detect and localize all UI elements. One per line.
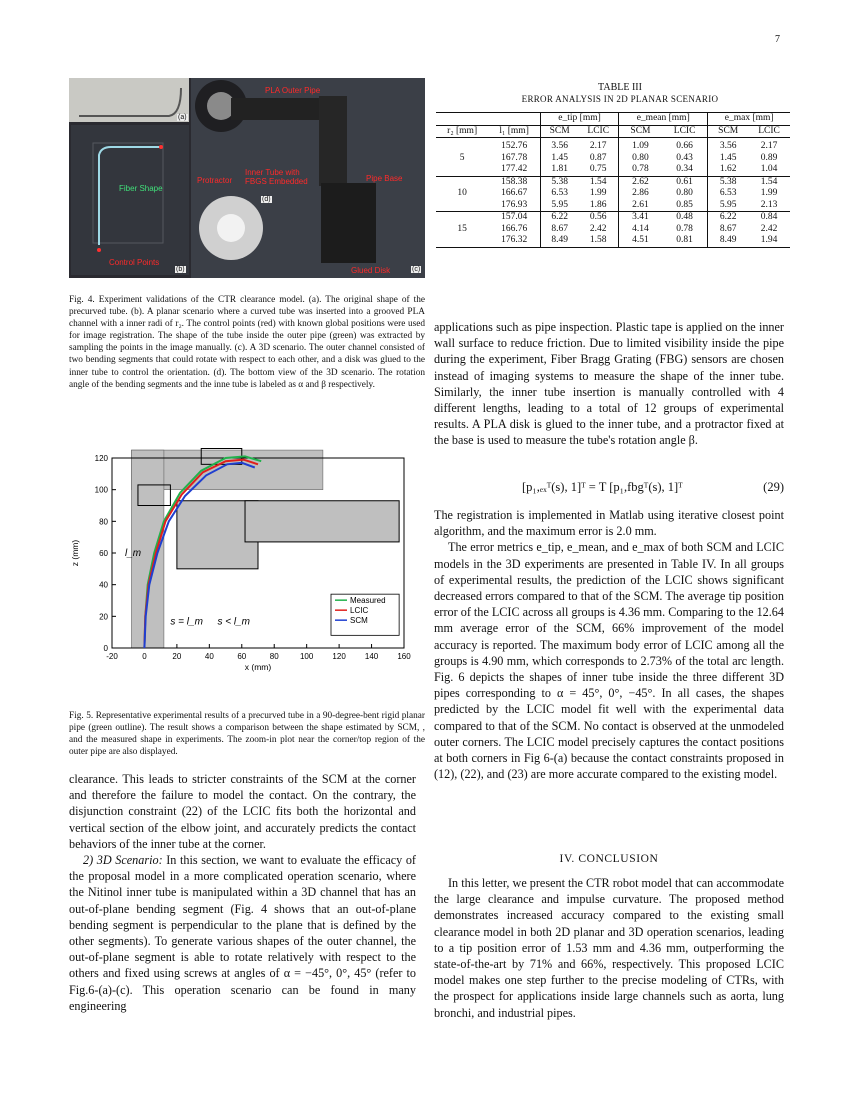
- panel-d-label: (d): [262, 196, 271, 203]
- table-cell: 4.14: [619, 224, 662, 236]
- column-header: SCM: [619, 125, 662, 138]
- column-header: SCM: [708, 125, 748, 138]
- table-cell: 5.95: [708, 200, 748, 212]
- table-row: [436, 235, 790, 247]
- table-cell: 6.53: [708, 188, 748, 200]
- table-cell: 0.43: [676, 152, 693, 163]
- r2-cell: 15: [457, 223, 467, 234]
- table-row: [436, 164, 790, 176]
- table-row: [436, 153, 790, 165]
- section-title: IV. CONCLUSION: [559, 853, 659, 865]
- x-tick-label: 40: [204, 652, 214, 661]
- table-cell: 152.76: [501, 141, 528, 151]
- column-header: SCM: [541, 125, 579, 138]
- table-cell: 1.45: [541, 153, 579, 165]
- table-cell: 0.56: [578, 212, 618, 224]
- annotation-lm: l_m: [124, 548, 142, 560]
- annotation-s-eq-lm: s = l_m: [170, 616, 203, 628]
- table-cell: 0.81: [662, 235, 708, 247]
- y-axis-label: z (mm): [70, 539, 80, 567]
- table-cell: 3.56: [541, 138, 579, 153]
- table-cell: 0.48: [662, 212, 708, 224]
- paragraph: [69, 852, 416, 1014]
- x-tick-label: 120: [332, 652, 346, 661]
- table-cell: 177.42: [501, 164, 528, 174]
- glued-disk-label: Glued Disk: [351, 266, 391, 275]
- table-cell: 158.38: [488, 176, 540, 188]
- paragraph: In this letter, we present the CTR robot model that can accommodate the large clearance and impulse curvature. The proposed method demonstrates increased accuracy compared to the existing small clearance model in both 2D planar and 3D operation scenarios, leading to a tip position error of 1.53 mm and 4.36 mm, outperforming the state-of-the-art by 71% and 66%, respectively. This proposed LCIC model makes one step further to the precise modeling of CTRs, with the prospect for applications inside large channels such as aorta, lung bronchi, and industrial pipes.: [434, 876, 784, 1020]
- y-tick-label: 20: [99, 612, 108, 622]
- table-cell: 2.42: [760, 223, 778, 234]
- legend-entry: Measured: [350, 596, 386, 606]
- r2-cell: [436, 200, 488, 212]
- table-cell: 1.04: [760, 164, 778, 174]
- panel-a-photo: [69, 78, 189, 122]
- r2-cell: [436, 164, 488, 176]
- table-row: [436, 176, 790, 188]
- table-cell: 2.13: [760, 199, 778, 210]
- table-cell: 2.17: [760, 141, 778, 151]
- table-cell: 0.87: [589, 152, 607, 163]
- paragraph: The registration is implemented in Matlab using iterative closest point algorithm, and the maximum error is 2.0 mm.: [434, 508, 784, 539]
- table-cell: 0.61: [662, 176, 708, 188]
- table-cell: 0.85: [676, 199, 693, 210]
- x-tick-label: 160: [397, 652, 411, 661]
- equation-number: (29): [763, 480, 784, 494]
- table-cell: 0.34: [676, 164, 693, 174]
- table-cell: 6.53: [541, 188, 579, 200]
- right-column-text-1: [434, 319, 784, 449]
- protractor-label: Protractor: [197, 176, 233, 185]
- x-tick-label: 80: [269, 652, 279, 661]
- table-cell: 4.51: [619, 235, 662, 247]
- table-cell: 8.49: [708, 235, 748, 247]
- table-cell: 1.54: [748, 176, 790, 188]
- x-tick-label: 0: [142, 652, 147, 661]
- y-tick-label: 0: [103, 644, 108, 653]
- pipe-base-label: Pipe Base: [366, 174, 403, 183]
- table-cell: 1.99: [760, 188, 778, 198]
- left-column-text: [69, 771, 416, 1014]
- table-cell: 3.41: [619, 212, 662, 224]
- table-cell: 1.99: [589, 188, 607, 198]
- x-tick-label: -20: [106, 652, 118, 661]
- table-cell: 1.81: [541, 164, 579, 176]
- table-cell: 176.93: [501, 199, 528, 210]
- table-cell: 5.38: [708, 176, 748, 188]
- table-cell: 157.04: [488, 212, 540, 224]
- table-cell: 6.22: [708, 212, 748, 224]
- y-tick-label: 60: [99, 549, 108, 558]
- group-header: e_tip [mm]: [541, 113, 619, 126]
- table-cell: 5.38: [541, 176, 579, 188]
- table-cell: 176.32: [488, 235, 540, 247]
- right-column-text-2: [434, 507, 784, 782]
- figure-5-caption: Fig. 5. Representative experimental results of a precurved tube in a 90-degree-bent rigid planar pipe (green outline). The result shows a comparison between the shape estimated by SCM, , and the measured shape in experiments. The zoom-in plot near the corner/top region of the outer pipe are also displayed.: [69, 711, 425, 758]
- fiber-shape-label: Fiber Shape: [119, 184, 163, 193]
- column-header: LCIC: [662, 125, 708, 138]
- y-tick-label: 80: [99, 517, 108, 527]
- x-axis-label: x (mm): [244, 662, 272, 672]
- table-cell: 0.66: [676, 141, 693, 151]
- y-tick-label: 120: [94, 454, 108, 463]
- error-table: [436, 112, 790, 248]
- table-cell: 5.95: [541, 200, 579, 212]
- annotation-s-lt-lm: s < l_m: [217, 616, 250, 628]
- table-cell: 1.62: [708, 164, 748, 176]
- table-cell: 2.62: [619, 176, 662, 188]
- r2-cell: [436, 176, 488, 188]
- table-cell: 3.56: [708, 138, 748, 153]
- pla-outer-pipe-label: PLA Outer Pipe: [265, 86, 321, 95]
- table-subtitle: ERROR ANALYSIS IN 2D PLANAR SCENARIO: [521, 94, 719, 104]
- column-header: LCIC: [748, 125, 790, 138]
- table-cell: 0.75: [589, 164, 607, 174]
- legend-entry: SCM: [350, 616, 368, 626]
- y-tick-label: 40: [99, 580, 108, 590]
- table-cell: 1.94: [748, 235, 790, 247]
- table-cell: 167.78: [501, 152, 528, 163]
- x-tick-label: 20: [172, 652, 182, 661]
- table-cell: 166.67: [501, 188, 528, 198]
- table-cell: 8.67: [708, 224, 748, 236]
- paragraph: clearance. This leads to stricter constraints of the SCM at the corner and therefore the failure to model the contact. On the contrary, the disjunction constraint (22) of the LCIC fits both the horizontal and vertical section of the elbow joint, and accurately predicts the contact behaviors of the inner tube at the corner.: [69, 772, 416, 851]
- table-cell: 2.86: [619, 188, 662, 200]
- table-cell: 8.67: [541, 224, 579, 236]
- panel-c-label: (c): [412, 266, 421, 273]
- figure-4-photo: [69, 78, 425, 278]
- figure-4-caption: Fig. 4. Experiment validations of the CTR clearance model. (a). The original shape of the precurved tube. (b). A planar scenario where a curved tube was inserted into a grooved PLA channel with a inner radi of r₂. The control points (red) with known global positions were used for image registration. The shape of the tube inside the outer pipe (green) was extracted by sampling the points in the image manually. (c). A 3D scenario. The outer channel consisted of two bending segments that could rotate with respect to each other, and a disk was glued to the inner tube to control the orientation. (d). The bottom view of the 3D scenario. The rotation angle of the bending segments and the inne tube is labeled as α and β respectively.: [69, 295, 425, 390]
- r2-cell: 5: [459, 152, 465, 163]
- table-cell: 6.22: [541, 212, 579, 224]
- table-cell: 166.76: [501, 223, 528, 234]
- table-cell: 2.17: [589, 141, 607, 151]
- r2-cell: [436, 235, 488, 247]
- table-cell: 0.89: [760, 152, 778, 163]
- column-header: LCIC: [578, 125, 618, 138]
- equation: [p₁,ₑₓᵀ(s), 1]ᵀ = T [p₁,fbgᵀ(s), 1]ᵀ: [522, 480, 683, 494]
- table-cell: 8.49: [541, 235, 579, 247]
- x-tick-label: 60: [237, 652, 247, 661]
- panel-a-label: (a): [178, 114, 187, 121]
- table-title: TABLE III: [598, 82, 642, 93]
- zoom-inset-top: [245, 501, 399, 542]
- figure-5-chart: [62, 440, 430, 690]
- table-cell: 0.84: [748, 212, 790, 224]
- table-cell: 0.78: [619, 164, 662, 176]
- equation-29: [434, 480, 784, 500]
- column-header: l₁ [mm]: [488, 125, 540, 138]
- column-header: r₂ [mm]: [436, 125, 488, 138]
- table-row: [436, 212, 790, 224]
- table-cell: 2.42: [589, 223, 607, 234]
- x-tick-label: 100: [299, 652, 314, 661]
- table-cell: 0.80: [676, 188, 693, 198]
- table-cell: 1.45: [708, 153, 748, 165]
- table-cell: 1.86: [589, 199, 607, 210]
- group-header: e_max [mm]: [708, 113, 790, 126]
- r2-cell: [436, 138, 488, 153]
- table-row: [436, 188, 790, 200]
- table-cell: 0.80: [619, 153, 662, 165]
- table-cell: 1.09: [619, 138, 662, 153]
- control-points-label: Control Points: [109, 258, 160, 267]
- group-header: e_mean [mm]: [619, 113, 708, 126]
- legend-entry: LCIC: [350, 606, 369, 616]
- panel-b-label: (b): [176, 266, 185, 273]
- x-tick-label: 140: [364, 652, 379, 661]
- paragraph: applications such as pipe inspection. Plastic tape is applied on the inner wall surface to reduce friction. Due to limited visibility inside the pipe during the experiment, Fiber Bragg Grating (FBG) sensors are chosen instead of imaging systems to measure the shape of the inner tube. Similarly, the inner tube insertion is manually controlled with 4 different lengths, leading to a total of 12 groups of experimental results. A PLA disk is glued to the inner tube, and a protractor fixed at the base is used to measure the tube's rotation angle β.: [434, 320, 784, 448]
- table-cell: 0.78: [676, 223, 693, 234]
- right-column-text-3: [434, 875, 784, 1021]
- y-tick-label: 100: [94, 485, 108, 495]
- table-body: [436, 138, 790, 248]
- table-row: [436, 200, 790, 212]
- table-cell: 1.58: [578, 235, 618, 247]
- panel-b-photo: [71, 125, 189, 275]
- subsection-heading: 2) 3D Scenario:: [83, 853, 163, 868]
- page-number: 7: [775, 34, 780, 45]
- inner-tube-label: Inner Tube with FBGS Embedded: [245, 168, 308, 186]
- table-row: [436, 138, 790, 153]
- table-row: [436, 224, 790, 236]
- paragraph: The error metrics e_tip, e_mean, and e_max of both SCM and LCIC models in the 3D experiments are presented in Table IV. In all groups of experimental results, the prediction of the LCIC shows significant decreased errors compared to that of the SCM. The average tip position error of the LCIC across all groups is 4.36 mm. Comparing to the 12.64 mm average error of the SCM, 66% improvement of the model accuracy is reported. The maximum body error of LCIC among all the groups is 4.90 mm, which corresponds to 2.73% of the total arc length. Fig. 6 depicts the shapes of inner tube inside the three different 3D pipes corresponding to α = 45°, 0°, −45°. In all cases, the shapes predicted by the LCIC model fit well with the experimental data compared to that of the SCM. No contact is observed at the unmodeled outer corners. The LCIC model precisely captures the contact positions at both corners in Fig 6-(a) because the contact constraints proposed in (12), (22), and (23) are more accurate compared to the existing model.: [434, 540, 784, 782]
- table-cell: 1.54: [578, 176, 618, 188]
- r2-cell: [436, 212, 488, 224]
- r2-cell: 10: [457, 188, 467, 198]
- paragraph-text: In this section, we want to evaluate the efficacy of the proposal model in a more complicated operation scenario, where the Nitinol inner tube is manipulated within a 3D channel that has an out-of-plane bending segment (Fig. 4 shows that an out-of-plane bending segment is perpendicular to the plane that is defined by the other segments). To generate various shapes of the outer channel, the out-of-plane segment is able to rotate relatively with respect to the others and fixed using screws at angles of α = −45°, 0°, 45° (refer to Fig.6-(a)-(c). This operation scenario can be found in many engineering: [69, 853, 416, 1013]
- table-cell: 2.61: [619, 200, 662, 212]
